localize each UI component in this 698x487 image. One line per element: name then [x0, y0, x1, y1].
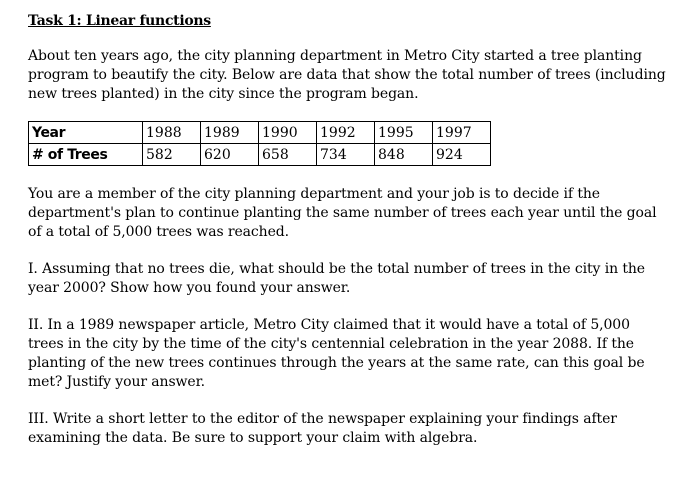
trees-data-table — [28, 121, 491, 166]
question-3: III. Write a short letter to the editor of the newspaper explaining your findings after examining the data. Be sure to support your claim with algebra. — [28, 411, 617, 446]
task-document — [28, 13, 668, 466]
table-row-year — [29, 122, 491, 144]
year-cell: 1988 — [143, 122, 201, 144]
trees-cell: 658 — [259, 144, 317, 166]
intro-paragraph: About ten years ago, the city planning department in Metro City started a tree planting program to beautify the city. Below are data that show the total number of trees (including new trees planted) in the city since the program began. — [28, 48, 666, 102]
question-1: I. Assuming that no trees die, what should be the total number of trees in the city in the year 2000? Show how you found your answer. — [28, 261, 645, 296]
row-header-trees: # of Trees — [29, 144, 143, 166]
year-cell: 1992 — [317, 122, 375, 144]
year-cell: 1995 — [375, 122, 433, 144]
year-cell: 1989 — [201, 122, 259, 144]
trees-cell: 620 — [201, 144, 259, 166]
trees-cell: 848 — [375, 144, 433, 166]
question-2: II. In a 1989 newspaper article, Metro City claimed that it would have a total of 5,000 trees in the city by the time of the city's centennial celebration in the year 2088. If the planting of the new trees continues through the years at the same rate, can this goal be met? Justify your answer. — [28, 317, 645, 390]
year-cell: 1997 — [433, 122, 491, 144]
year-cell: 1990 — [259, 122, 317, 144]
trees-cell: 734 — [317, 144, 375, 166]
context-paragraph: You are a member of the city planning department and your job is to decide if the department's plan to continue planting the same number of trees each year until the goal of a total of 5,000 trees was reached. — [28, 186, 657, 240]
trees-cell: 924 — [433, 144, 491, 166]
trees-cell: 582 — [143, 144, 201, 166]
table-row-trees — [29, 144, 491, 166]
row-header-year: Year — [29, 122, 143, 144]
task-title: Task 1: Linear functions — [28, 13, 211, 29]
